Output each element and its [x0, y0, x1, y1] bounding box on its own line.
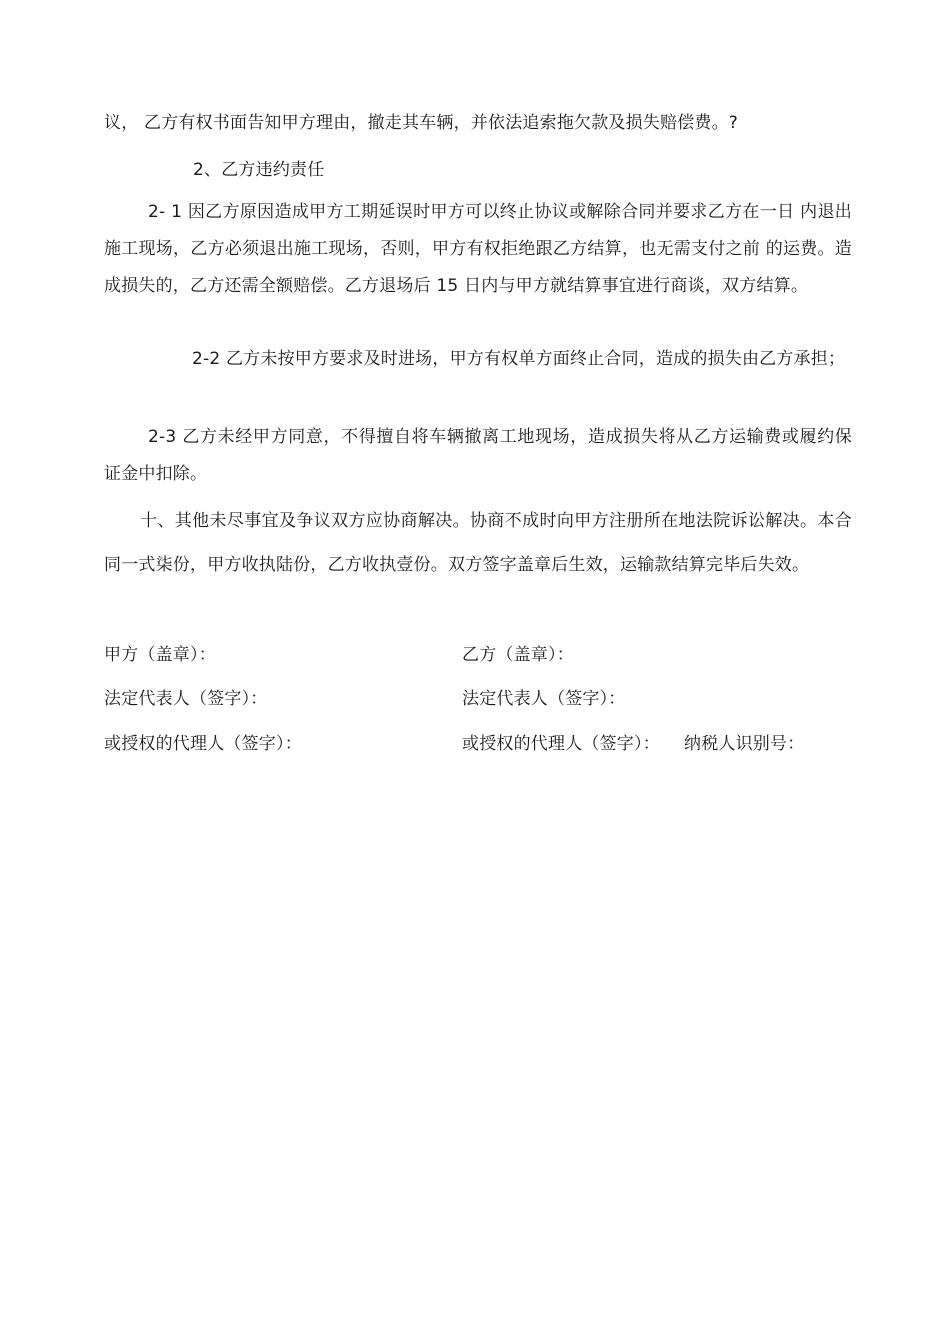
party-a-seal-label: 甲方（盖章）：: [104, 645, 216, 665]
clause-2-3: 2-3 乙方未经甲方同意，不得擅自将车辆撤离工地现场，造成损失将从乙方运输费或履约保证金中扣除。: [104, 427, 852, 484]
party-b-seal-label: 乙方（盖章）：: [462, 645, 574, 665]
party-b-representative-label: 法定代表人（签字）：: [462, 689, 626, 709]
party-a-representative-label: 法定代表人（签字）：: [104, 689, 268, 709]
clause-2-1: 2- 1 因乙方原因造成甲方工期延误时甲方可以终止协议或解除合同并要求乙方在一日 内退出施工现场，乙方必须退出施工现场，否则，甲方有权拒绝跟乙方结算，也无需支付之前 的运费。造成损失的，乙方还需全额赔偿。乙方退场后 15 日内与甲方就结算事宜进行商谈，双方结算。: [104, 202, 852, 296]
taxpayer-id-label: 纳税人识别号：: [684, 734, 805, 754]
party-a-agent-label: 或授权的代理人（签字）：: [104, 734, 302, 754]
section-heading-breach: 2、乙方违约责任: [193, 160, 325, 180]
clause-2-2: 2-2 乙方未按甲方要求及时进场，甲方有权单方面终止合同，造成的损失由乙方承担；: [192, 349, 846, 369]
paragraph-continuation: 议， 乙方有权书面告知甲方理由，撤走其车辆，并依法追索拖欠款及损失赔偿费。?: [104, 113, 739, 133]
article-10: 十、其他未尽事宜及争议双方应协商解决。协商不成时向甲方注册所在地法院诉讼解决。本合同一式柒份，甲方收执陆份，乙方收执壹份。双方签字盖章后生效，运输款结算完毕后失效。: [104, 511, 852, 575]
party-b-agent-label: 或授权的代理人（签字）：: [462, 734, 660, 754]
